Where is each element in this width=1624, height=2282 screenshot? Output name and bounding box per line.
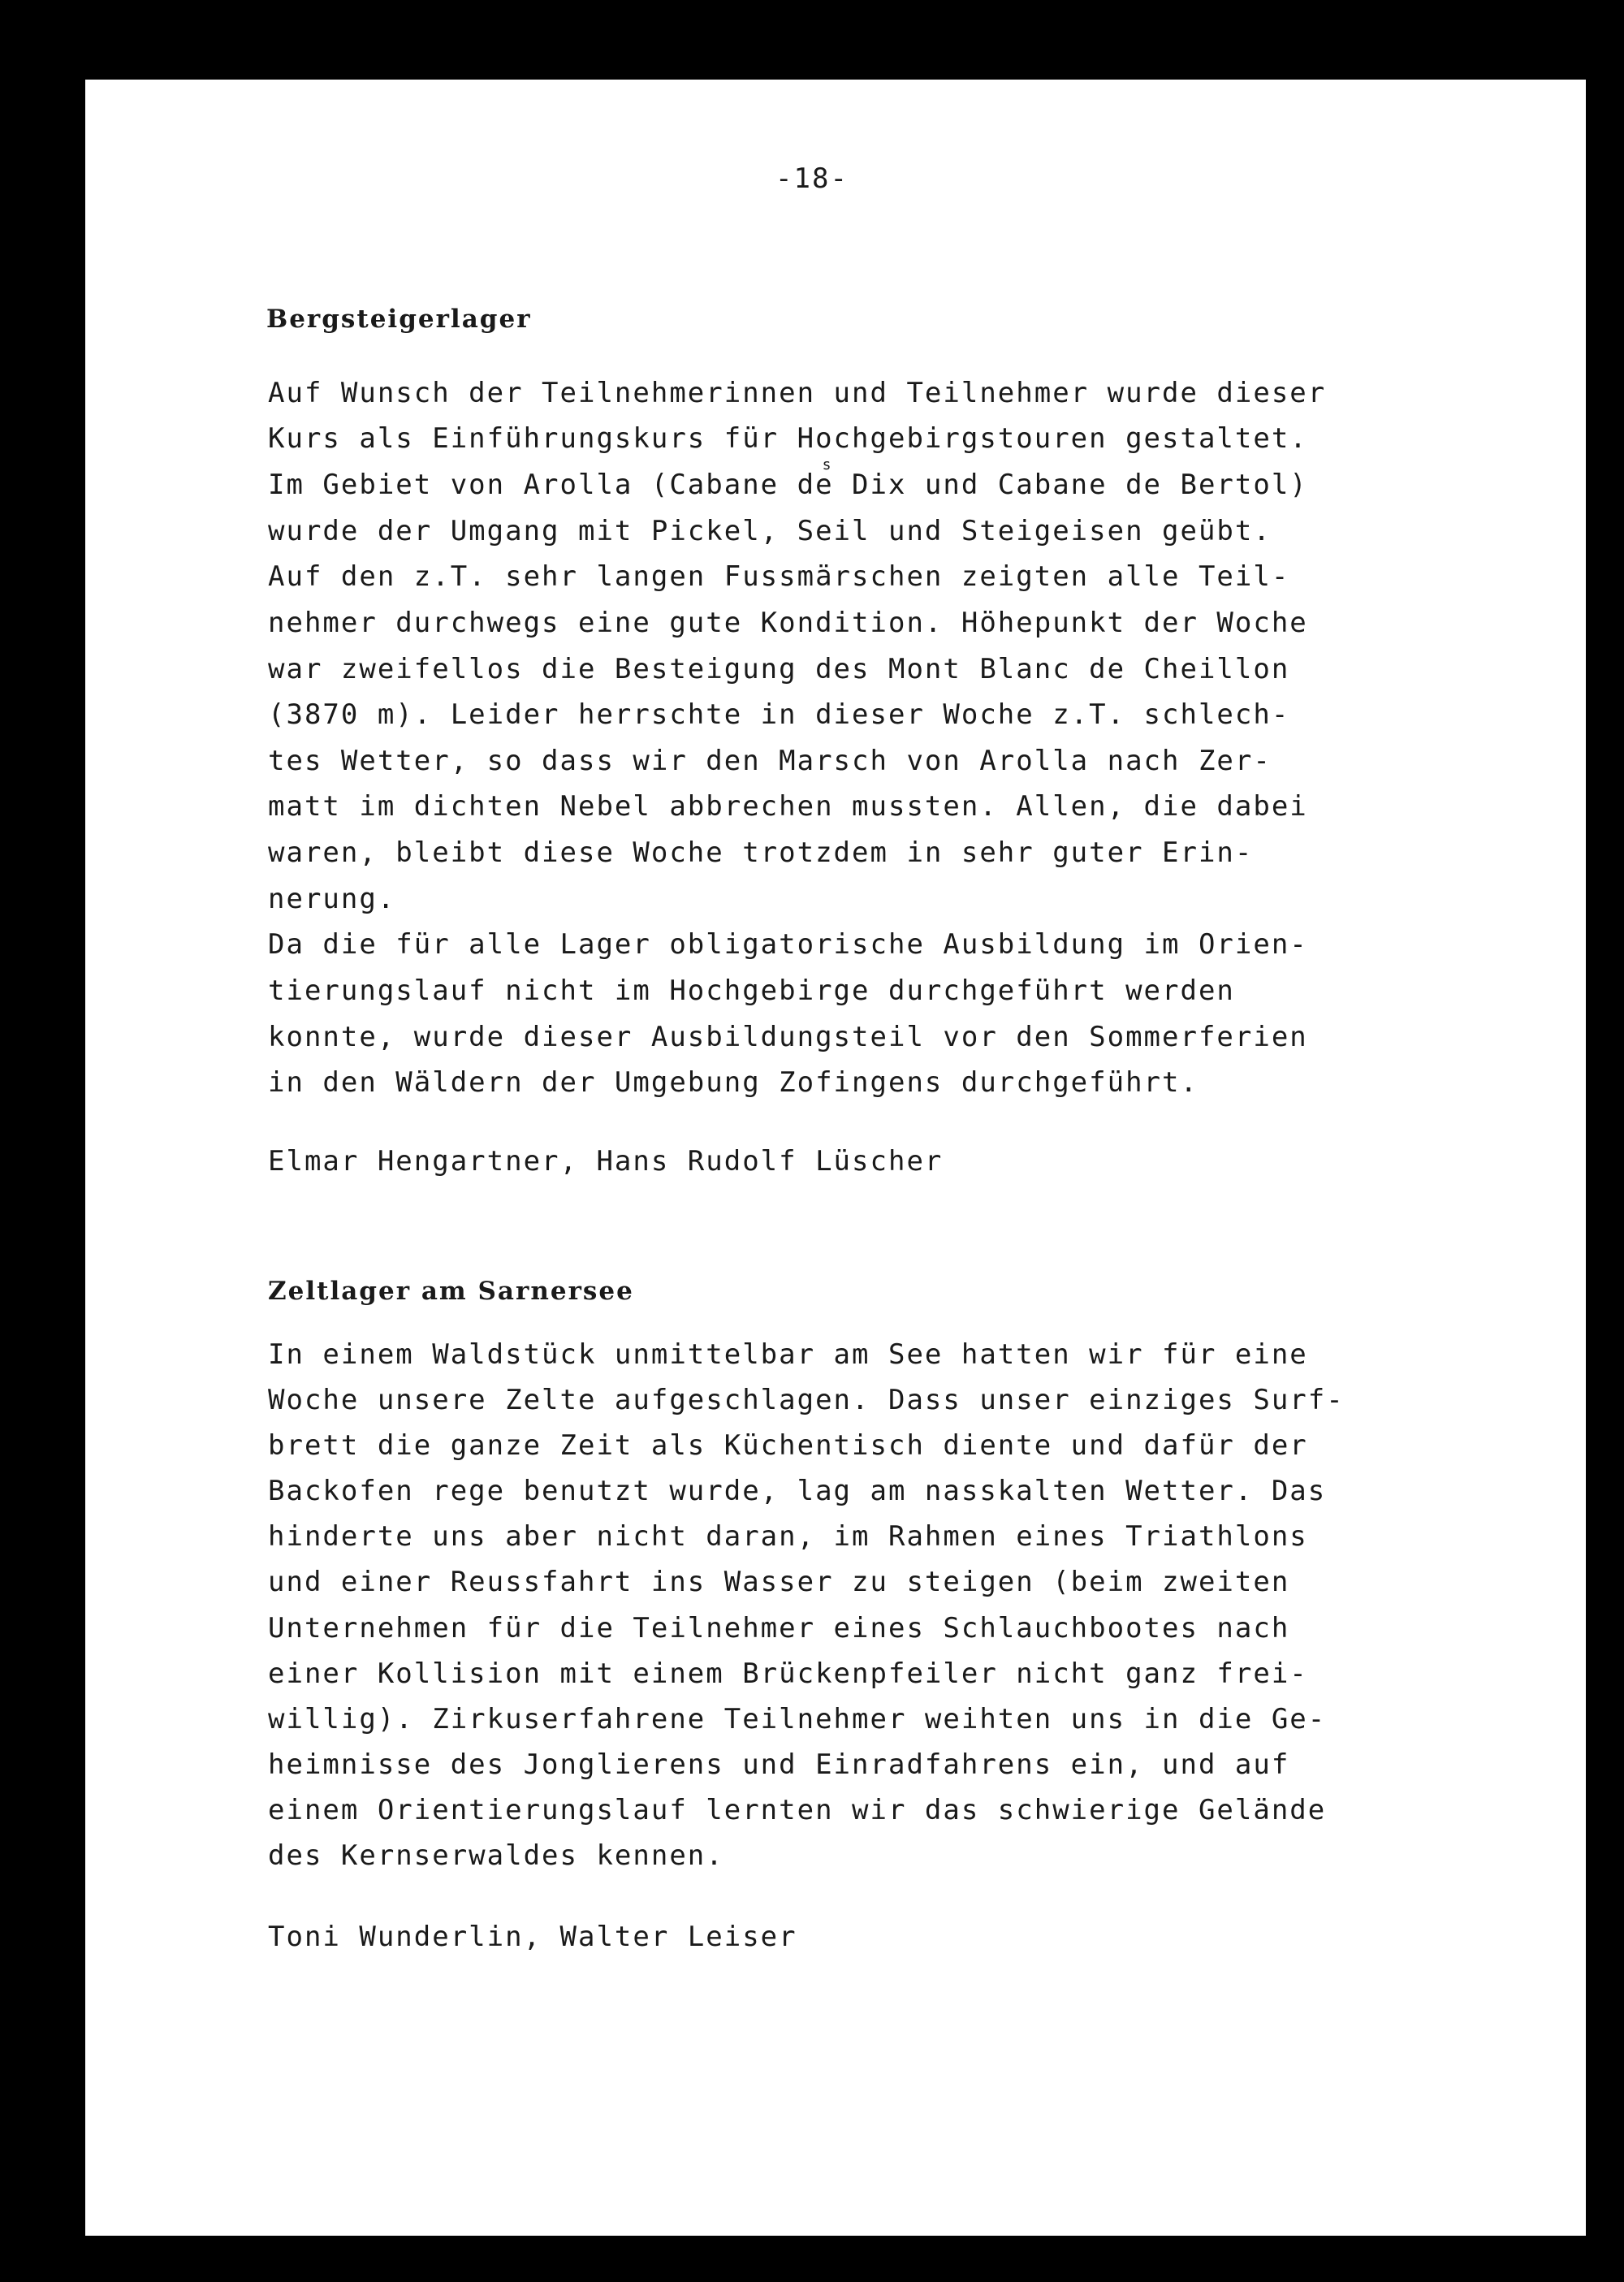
paragraph-line: einer Kollision mit einem Brückenpfeiler nicht ganz frei- (268, 1657, 1308, 1690)
paragraph-line: nehmer durchwegs eine gute Kondition. Höhepunkt der Woche (268, 607, 1308, 639)
paragraph-line: waren, bleibt diese Woche trotzdem in sehr guter Erin- (268, 836, 1254, 869)
paragraph-line: Kurs als Einführungskurs für Hochgebirgstouren gestaltet. (268, 422, 1308, 455)
paragraph-line: hinderte uns aber nicht daran, im Rahmen eines Triathlons (268, 1520, 1308, 1553)
paragraph-line: des Kernserwaldes kennen. (268, 1839, 724, 1872)
paragraph-line: Auf den z.T. sehr langen Fussmärschen zeigten alle Teil- (268, 560, 1290, 593)
section-title-zeltlager: Zeltlager am Sarnersee (268, 1277, 634, 1306)
paragraph-line: tierungslauf nicht im Hochgebirge durchgeführt werden (268, 975, 1235, 1007)
paragraph-line: willig). Zirkuserfahrene Teilnehmer weihten uns in die Ge- (268, 1703, 1327, 1735)
paragraph-line: wurde der Umgang mit Pickel, Seil und Steigeisen geübt. (268, 515, 1272, 547)
paragraph-line: einem Orientierungslauf lernten wir das schwierige Gelände (268, 1794, 1327, 1826)
paragraph-line: Woche unsere Zelte aufgeschlagen. Dass unser einziges Surf- (268, 1384, 1345, 1416)
paragraph-line: Da die für alle Lager obligatorische Ausbildung im Orien- (268, 928, 1308, 961)
paragraph-line: nerung. (268, 883, 396, 915)
paragraph-line: konnte, wurde dieser Ausbildungsteil vor den Sommerferien (268, 1021, 1308, 1053)
paragraph-line: Auf Wunsch der Teilnehmerinnen und Teilnehmer wurde dieser (268, 377, 1327, 409)
paragraph-line (268, 469, 1308, 501)
paragraph-line: war zweifellos die Besteigung des Mont Blanc de Cheillon (268, 653, 1290, 685)
paragraph-line: und einer Reussfahrt ins Wasser zu steigen (beim zweiten (268, 1566, 1290, 1598)
paragraph-line: heimnisse des Jonglierens und Einradfahrens ein, und auf (268, 1748, 1290, 1781)
authors-signature: Elmar Hengartner, Hans Rudolf Lüscher (268, 1145, 944, 1178)
paragraph-line: (3870 m). Leider herrschte in dieser Woche z.T. schlech- (268, 698, 1290, 731)
paragraph-line: Unternehmen für die Teilnehmer eines Schlauchbootes nach (268, 1612, 1290, 1645)
section-title-bergsteigerlager: Bergsteigerlager (266, 305, 532, 334)
authors-signature: Toni Wunderlin, Walter Leiser (268, 1921, 797, 1953)
page-number: -18- (775, 162, 849, 195)
paragraph-line: in den Wäldern der Umgebung Zofingens durchgeführt. (268, 1066, 1199, 1099)
paragraph-line: tes Wetter, so dass wir den Marsch von Arolla nach Zer- (268, 745, 1272, 777)
paragraph-line: matt im dichten Nebel abbrechen mussten. Allen, die dabei (268, 790, 1308, 823)
paragraph-line: Backofen rege benutzt wurde, lag am nasskalten Wetter. Das (268, 1475, 1327, 1507)
paragraph-line: In einem Waldstück unmittelbar am See hatten wir für eine (268, 1338, 1308, 1371)
line-text-before-mark: Im Gebiet von Arolla (Cabane de (268, 469, 834, 501)
line-text-after-mark: Dix und Cabane de Bertol) (833, 469, 1308, 501)
paragraph-line: brett die ganze Zeit als Küchentisch diente und dafür der (268, 1429, 1308, 1462)
